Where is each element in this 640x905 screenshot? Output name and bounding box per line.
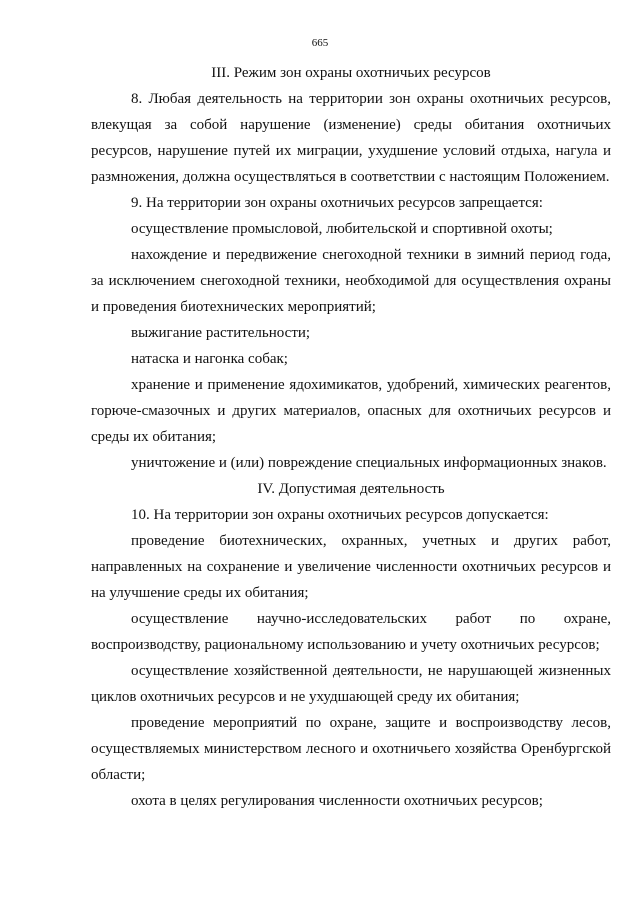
paragraph-10: 10. На территории зон охраны охотничьих ресурсов допускается: <box>131 507 549 523</box>
permitted-item: проведение биотехнических, охранных, учетных и других работ, направленных на сохранение и увеличение численности охотничьих ресурсов и на улучшение среды их обитания; <box>91 533 611 601</box>
permitted-item: охота в целях регулирования численности охотничьих ресурсов; <box>131 793 543 809</box>
page-number: 665 <box>311 37 329 49</box>
section-heading-4: IV. Допустимая деятельность <box>257 481 445 497</box>
permitted-item: осуществление научно-исследовательских работ по охране, воспроизводству, рациональному использованию и учету охотничьих ресурсов; <box>91 611 611 653</box>
prohibited-item: хранение и применение ядохимикатов, удобрений, химических реагентов, горюче-смазочных и других материалов, опасных для охотничьих ресурсов и среды их обитания; <box>91 377 611 445</box>
section-heading-3: III. Режим зон охраны охотничьих ресурсов <box>211 65 491 81</box>
prohibited-item: уничтожение и (или) повреждение специальных информационных знаков. <box>131 455 607 471</box>
permitted-item: осуществление хозяйственной деятельности, не нарушающей жизненных циклов охотничьих ресурсов и не ухудшающей среду их обитания; <box>91 663 611 705</box>
paragraph-8: 8. Любая деятельность на территории зон охраны охотничьих ресурсов, влекущая за собой нарушение (изменение) среды обитания охотничьих ресурсов, нарушение путей их миграции, ухудшение условий отдыха, нагула и размножения, должна осуществляться в соответствии с настоящим Положением. <box>91 91 611 185</box>
permitted-item: проведение мероприятий по охране, защите и воспроизводству лесов, осуществляемых министерством лесного и охотничьего хозяйства Оренбургской области; <box>91 715 611 783</box>
prohibited-item: натаска и нагонка собак; <box>131 351 288 367</box>
prohibited-item: нахождение и передвижение снегоходной техники в зимний период года, за исключением снегоходной техники, необходимой для осуществления охраны и проведения биотехнических мероприятий; <box>91 247 611 315</box>
prohibited-item: осуществление промысловой, любительской и спортивной охоты; <box>131 221 553 237</box>
prohibited-item: выжигание растительности; <box>131 325 311 341</box>
paragraph-9: 9. На территории зон охраны охотничьих ресурсов запрещается: <box>131 195 543 211</box>
document-body <box>91 60 611 814</box>
